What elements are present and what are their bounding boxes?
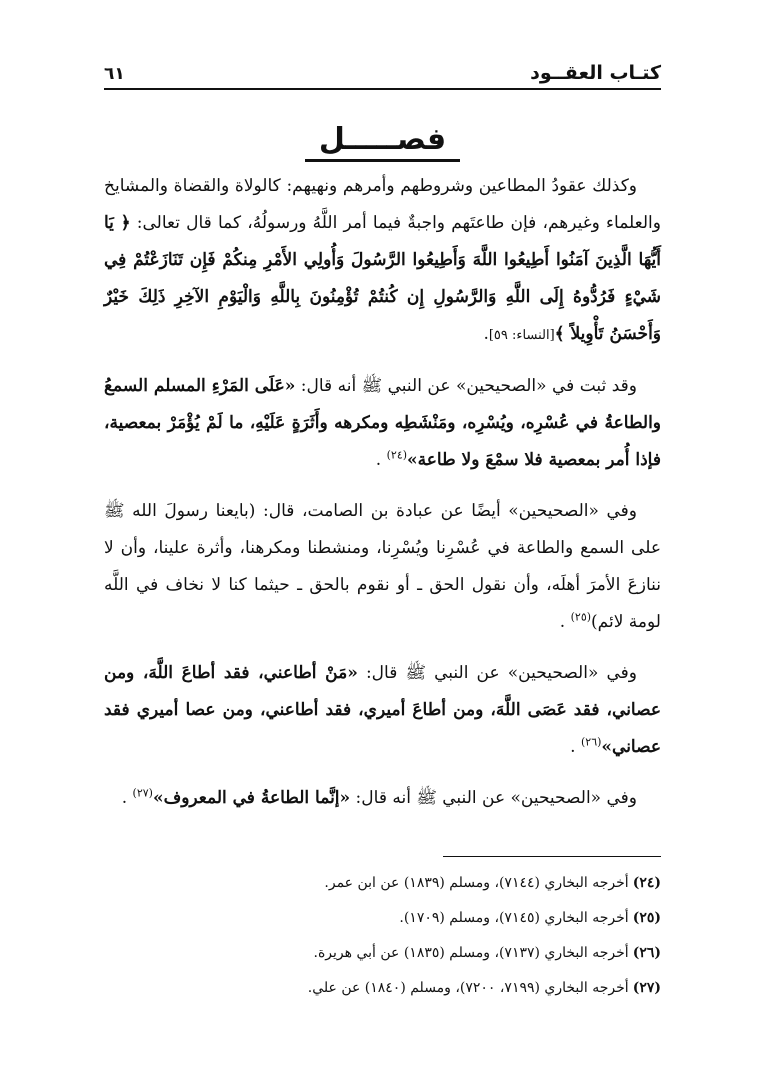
hadith-text-27: «إنَّما الطاعةُ في المعروف» <box>152 788 351 808</box>
paragraph-4 <box>104 655 661 766</box>
footnote-27 <box>104 971 661 1006</box>
footnote-marker-24: (٢٤) <box>386 448 408 462</box>
paragraph-1-end: . <box>483 324 489 344</box>
footnote-text: أخرجه البخاري (٧١٩٩، ٧٢٠٠)، ومسلم (١٨٤٠) عن علي. <box>307 980 629 996</box>
paragraph-2-end: . <box>375 450 387 470</box>
paragraph-2 <box>104 368 661 479</box>
paragraph-1 <box>104 168 661 354</box>
verse-reference: [النساء: ٥٩] <box>488 328 555 343</box>
footnote-25 <box>104 901 661 936</box>
paragraph-3-end: . <box>559 612 571 632</box>
footnote-marker-26: (٢٦) <box>580 735 602 749</box>
footnote-marker-25: (٢٥) <box>570 610 592 624</box>
hadith-text-24: «عَلَى المَرْءِ المسلم السمعُ والطاعةُ في عُسْرِه، ويُسْرِه، ومَنْشَطِه ومكرهه وأَثَرَةٍ عَلَيْهِ، ما لَمْ يُؤْمَرْ بمعصية، فإذا أُمر بمعصية فلا سمْعَ ولا طاعة» <box>104 376 661 470</box>
paragraph-5 <box>104 780 661 817</box>
paragraph-2-intro: وقد ثبت في «الصحيحين» عن النبي ﷺ أنه قال: <box>295 376 637 396</box>
paragraph-3-text: وفي «الصحيحين» أيضًا عن عبادة بن الصامت، قال: (بايعنا رسولَ الله ﷺ على السمع والطاعة في عُسْرِنا ويُسْرِنا، ومنشطنا ومكرهنا، وأثرة علينا، وأن لا ننازعَ الأمرَ أهلَه، وأن نقول الحق ـ أو نقوم بالحق ـ حيثما كنا لا نخاف في اللَّه لومة لائم) <box>104 501 661 632</box>
running-header <box>104 56 661 90</box>
hadith-text-26: «مَنْ أطاعني، فقد أطاعَ اللَّهَ، ومن عصاني، فقد عَصَى اللَّهَ، ومن أطاعَ أميري، فقد أطاعني، ومن عصا أميري فقد عصاني» <box>104 663 661 757</box>
paragraph-4-intro: وفي «الصحيحين» عن النبي ﷺ قال: <box>357 663 637 683</box>
footnote-26 <box>104 936 661 971</box>
main-text <box>104 168 661 831</box>
footnote-text: أخرجه البخاري (٧١٤٤)، ومسلم (١٨٣٩) عن ابن عمر. <box>324 875 629 891</box>
book-title: كتـاب العقــود <box>530 62 661 84</box>
footnote-marker-27: (٢٧) <box>132 786 153 800</box>
footnote-number: (٢٧) <box>632 980 661 996</box>
paragraph-4-end: . <box>570 737 581 757</box>
footnote-number: (٢٦) <box>632 945 661 961</box>
page-number: ٦١ <box>104 64 125 84</box>
paragraph-3 <box>104 493 661 641</box>
paragraph-1-intro: وكذلك عقودُ المطاعين وشروطهم وأمرهم ونهيهم: كالولاة والقضاة والمشايخ والعلماء وغيرهم، فإن طاعتَهم واجبةٌ فيما أمر اللَّهُ ورسولُهُ، كما قال تعالى: <box>104 176 661 233</box>
footnote-24 <box>104 866 661 901</box>
footnote-number: (٢٤) <box>632 875 661 891</box>
footnote-divider <box>443 856 661 857</box>
footnotes <box>104 866 661 1006</box>
footnote-number: (٢٥) <box>632 910 661 926</box>
paragraph-5-end: . <box>121 788 133 808</box>
paragraph-5-intro: وفي «الصحيحين» عن النبي ﷺ أنه قال: <box>350 788 637 808</box>
quran-verse: ﴿ يَا أَيُّهَا الَّذِينَ آمَنُوا أَطِيعُوا اللَّهَ وَأَطِيعُوا الرَّسُولَ وَأُولِي الأَمْرِ مِنكُمْ فَإِن تَنَازَعْتُمْ فِي شَيْءٍ فَرُدُّوهُ إِلَى اللَّهِ وَالرَّسُولِ إِن كُنتُمْ تُؤْمِنُونَ بِاللَّهِ وَالْيَوْمِ الآخِرِ ذَلِكَ خَيْرٌ وَأَحْسَنُ تَأْوِيلاً ﴾ <box>104 213 661 344</box>
footnote-text: أخرجه البخاري (٧١٣٧)، ومسلم (١٨٣٥) عن أبي هريرة. <box>313 945 629 961</box>
section-heading-text: فصـــــل <box>305 122 460 162</box>
footnote-text: أخرجه البخاري (٧١٤٥)، ومسلم (١٧٠٩). <box>399 910 629 926</box>
section-heading <box>0 122 765 162</box>
